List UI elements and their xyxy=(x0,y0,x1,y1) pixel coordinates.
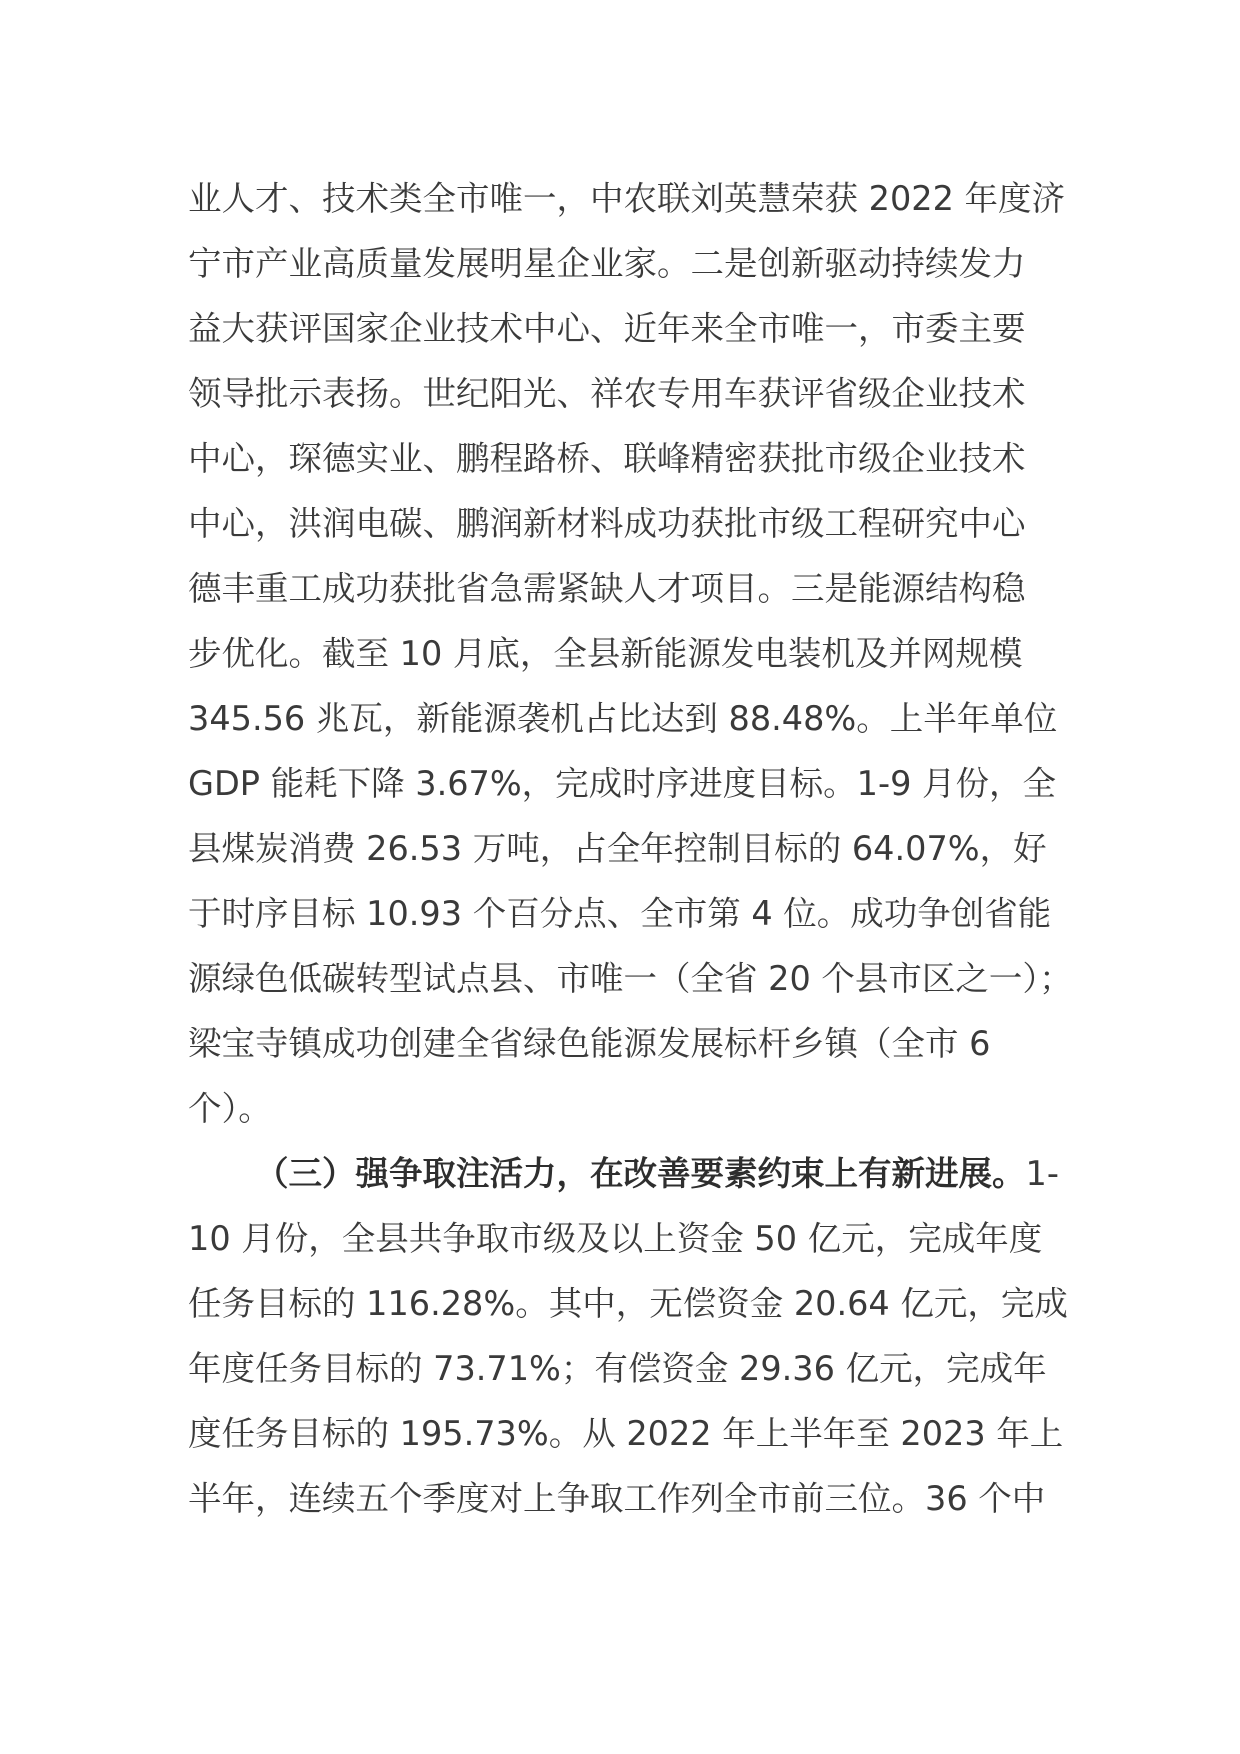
text-line: 德丰重工成功获批省急需紧缺人才项目。三是能源结构稳 xyxy=(188,569,1026,608)
text-line: 度任务目标的 195.73%。从 2022 年上半年至 2023 年上 xyxy=(188,1414,1064,1453)
text-line: GDP 能耗下降 3.67%，完成时序进度目标。1-9 月份，全 xyxy=(188,764,1057,803)
text-line: 中心，洪润电碳、鹏润新材料成功获批市级工程研究中心 xyxy=(188,504,1026,543)
paragraph-1 xyxy=(188,166,1073,1141)
text-line: 10 月份，全县共争取市级及以上资金 50 亿元，完成年度 xyxy=(188,1219,1043,1258)
text-line: 任务目标的 116.28%。其中，无偿资金 20.64 亿元，完成 xyxy=(188,1284,1068,1323)
text-line: 梁宝寺镇成功创建全省绿色能源发展标杆乡镇（全市 6 xyxy=(188,1024,991,1063)
text-line: 中心，琛德实业、鹏程路桥、联峰精密获批市级企业技术 xyxy=(188,439,1026,478)
paragraph-2 xyxy=(188,1141,1068,1531)
text-line: 益大获评国家企业技术中心、近年来全市唯一，市委主要 xyxy=(188,309,1026,348)
text-line: 年度任务目标的 73.71%；有偿资金 29.36 亿元，完成年 xyxy=(188,1349,1047,1388)
body-text xyxy=(188,166,1073,1531)
text-line-continuation: 1- xyxy=(1025,1154,1059,1193)
text-line: 345.56 兆瓦，新能源袭机占比达到 88.48%。上半年单位 xyxy=(188,699,1058,738)
text-line: 个）。 xyxy=(188,1089,272,1128)
text-line: 县煤炭消费 26.53 万吨，占全年控制目标的 64.07%，好 xyxy=(188,829,1047,868)
section-heading: （三）强争取注活力，在改善要素约束上有新进展。 xyxy=(255,1154,1026,1193)
text-line: 宁市产业高质量发展明星企业家。二是创新驱动持续发力 xyxy=(188,244,1026,283)
text-line: 领导批示表扬。世纪阳光、祥农专用车获评省级企业技术 xyxy=(188,374,1026,413)
text-line: 于时序目标 10.93 个百分点、全市第 4 位。成功争创省能 xyxy=(188,894,1052,933)
paragraph-2-first-line xyxy=(188,1141,1068,1206)
text-line: 源绿色低碳转型试点县、市唯一（全省 20 个县市区之一）； xyxy=(188,959,1073,998)
text-line: 半年，连续五个季度对上争取工作列全市前三位。36 个中 xyxy=(188,1479,1046,1518)
text-line: 业人才、技术类全市唯一，中农联刘英慧荣获 2022 年度济 xyxy=(188,179,1066,218)
text-line: 步优化。截至 10 月底，全县新能源发电装机及并网规模 xyxy=(188,634,1023,673)
